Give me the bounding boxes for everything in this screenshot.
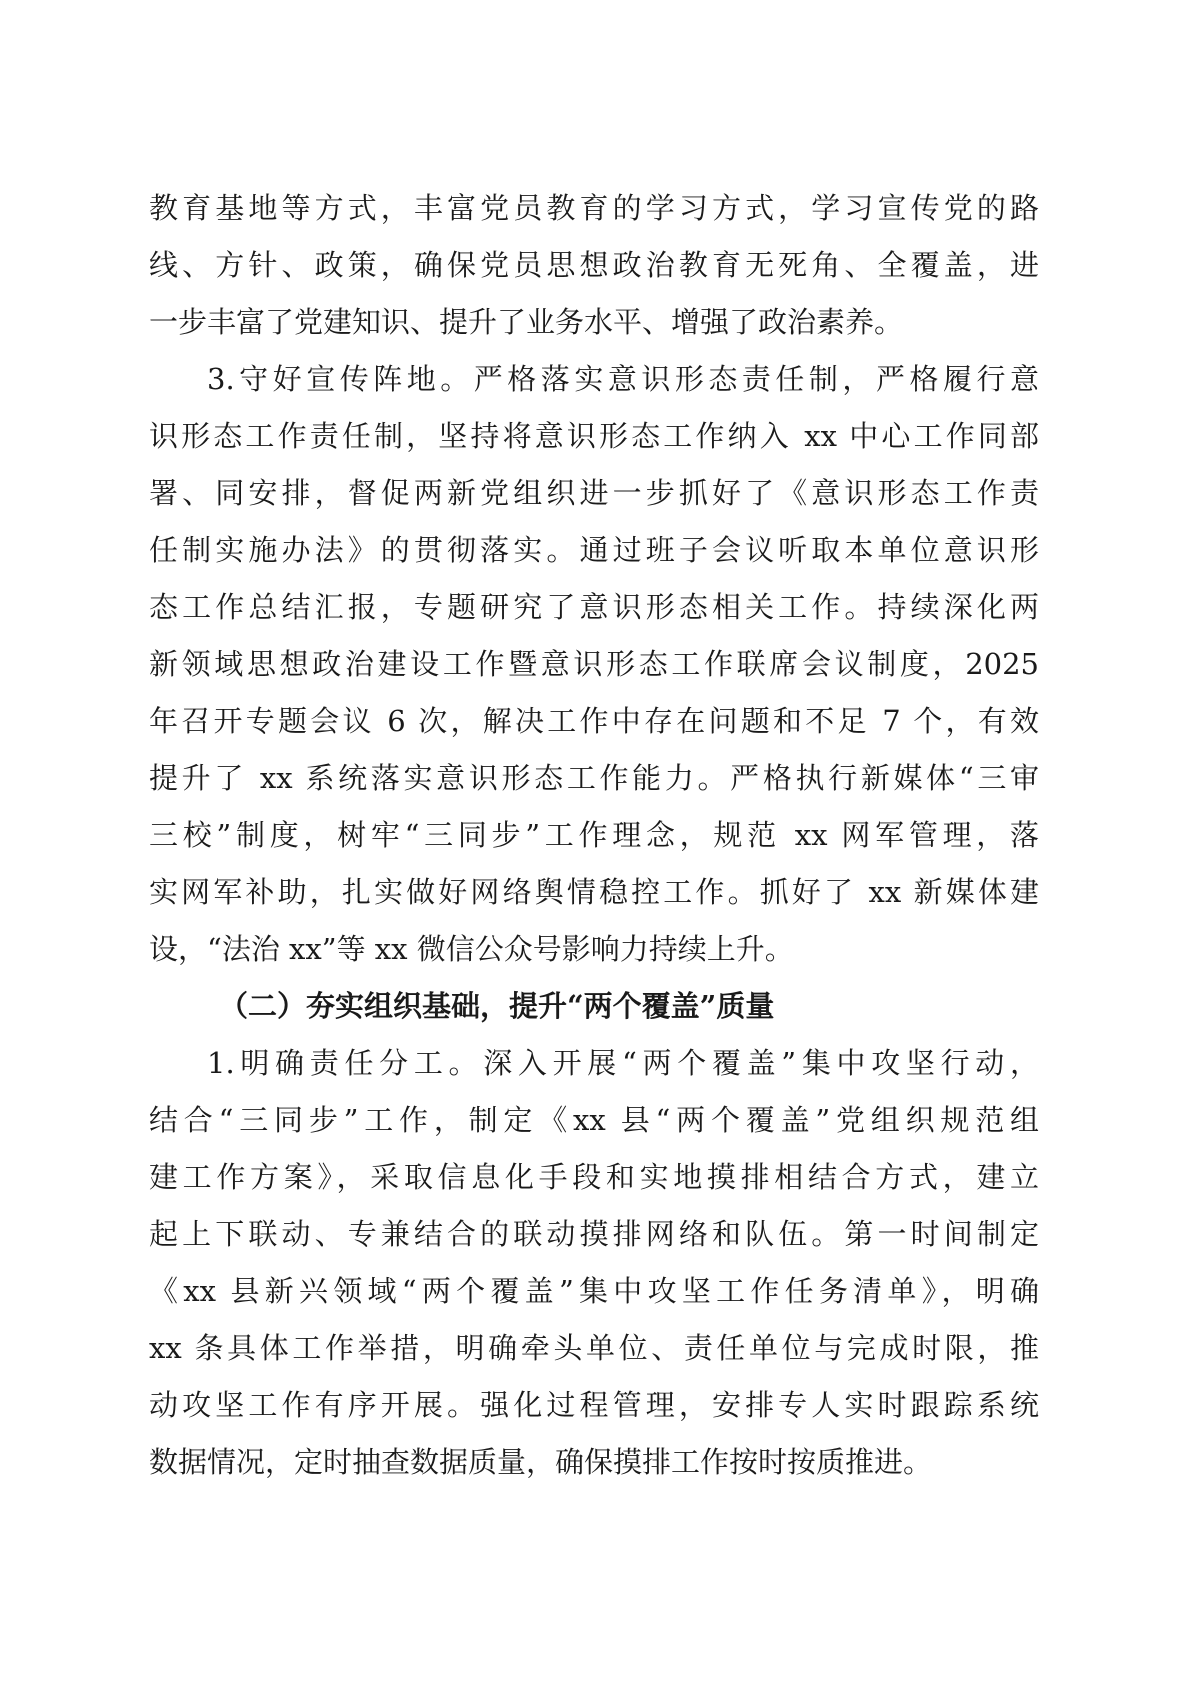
text-line: 数据情况，定时抽查数据质量，确保摸排工作按时按质推进。 xyxy=(149,1445,933,1479)
text-line: 态工作总结汇报，专题研究了意识形态相关工作。持续深化两 xyxy=(149,590,1039,624)
text-line: 3.守好宣传阵地。严格落实意识形态责任制，严格履行意 xyxy=(207,362,1039,396)
body-text xyxy=(149,180,1039,1491)
text-line: 1.明确责任分工。深入开展“两个覆盖”集中攻坚行动， xyxy=(207,1046,1039,1080)
text-line: 教育基地等方式，丰富党员教育的学习方式，学习宣传党的路 xyxy=(149,191,1039,225)
text-line: 实网军补助，扎实做好网络舆情稳控工作。抓好了 xx 新媒体建 xyxy=(149,875,1039,909)
text-line: 建工作方案》，采取信息化手段和实地摸排相结合方式，建立 xyxy=(149,1160,1039,1194)
section-heading: （二）夯实组织基础，提升“两个覆盖”质量 xyxy=(219,989,775,1023)
text-line: 线、方针、政策，确保党员思想政治教育无死角、全覆盖，进 xyxy=(149,248,1039,282)
text-line: 动攻坚工作有序开展。强化过程管理，安排专人实时跟踪系统 xyxy=(149,1388,1039,1422)
text-line: 一步丰富了党建知识、提升了业务水平、增强了政治素养。 xyxy=(149,305,904,339)
text-line: 年召开专题会议 6 次，解决工作中存在问题和不足 7 个，有效 xyxy=(149,704,1039,738)
text-line: 起上下联动、专兼结合的联动摸排网络和队伍。第一时间制定 xyxy=(149,1217,1039,1251)
text-line: 提升了 xx 系统落实意识形态工作能力。严格执行新媒体“三审 xyxy=(149,761,1039,795)
text-line: 识形态工作责任制，坚持将意识形态工作纳入 xx 中心工作同部 xyxy=(149,419,1039,453)
text-line: 署、同安排，督促两新党组织进一步抓好了《意识形态工作责 xyxy=(149,476,1039,510)
text-line: xx 条具体工作举措，明确牵头单位、责任单位与完成时限，推 xyxy=(149,1331,1039,1365)
text-line: 《xx 县新兴领域“两个覆盖”集中攻坚工作任务清单》，明确 xyxy=(149,1274,1039,1308)
text-line: 新领域思想政治建设工作暨意识形态工作联席会议制度，2025 xyxy=(149,647,1039,681)
text-line: 设，“法治 xx”等 xx 微信公众号影响力持续上升。 xyxy=(149,932,794,966)
text-line: 任制实施办法》的贯彻落实。通过班子会议听取本单位意识形 xyxy=(149,533,1039,567)
text-line: 结合“三同步”工作，制定《xx 县“两个覆盖”党组织规范组 xyxy=(149,1103,1039,1137)
text-line: 三校”制度，树牢“三同步”工作理念，规范 xx 网军管理，落 xyxy=(149,818,1039,852)
